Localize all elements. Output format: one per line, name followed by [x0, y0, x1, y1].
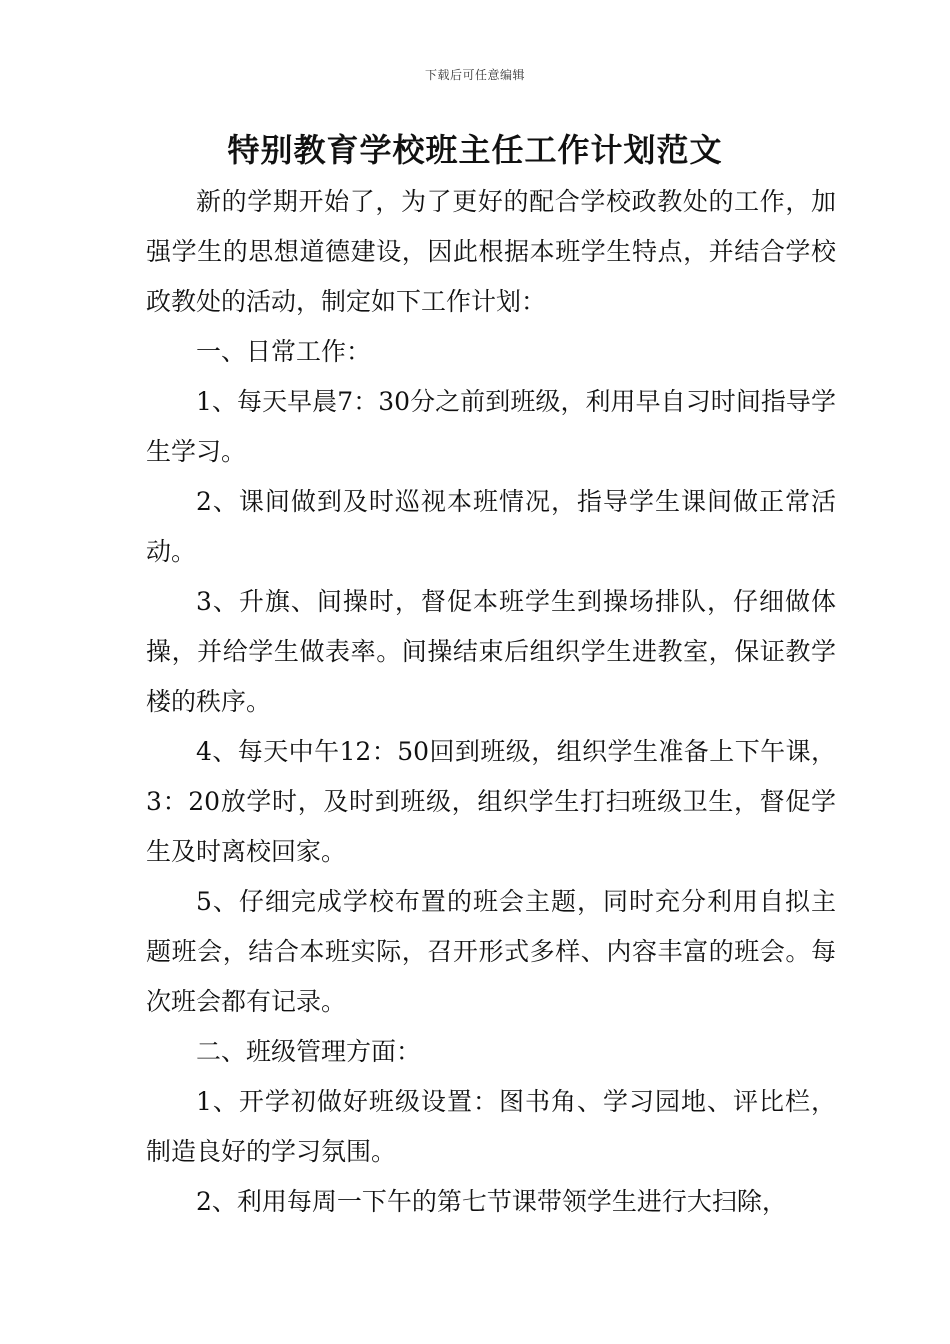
paragraph-item: 1、开学初做好班级设置：图书角、学习园地、评比栏，制造良好的学习氛围。: [146, 1087, 836, 1166]
section-heading-daily-work: 一、日常工作：: [196, 337, 372, 366]
paragraph-item: 5、仔细完成学校布置的班会主题，同时充分利用自拟主题班会，结合本班实际，召开形式多样、内容丰富的班会。每次班会都有记录。: [146, 887, 836, 1016]
paragraph-intro: 新的学期开始了，为了更好的配合学校政教处的工作，加强学生的思想道德建设，因此根据本班学生特点，并结合学校政教处的活动，制定如下工作计划：: [146, 187, 836, 316]
section-heading-class-management: 二、班级管理方面：: [196, 1037, 422, 1066]
paragraph-item: 3、升旗、间操时，督促本班学生到操场排队，仔细做体操，并给学生做表率。间操结束后组织学生进教室，保证教学楼的秩序。: [146, 587, 836, 716]
paragraph-item: 2、利用每周一下午的第七节课带领学生进行大扫除，: [196, 1187, 787, 1216]
paragraph-item: 1、每天早晨7：30分之前到班级，利用早自习时间指导学生学习。: [146, 387, 836, 466]
paragraph-item: 4、每天中午12：50回到班级，组织学生准备上下午课，3：20放学时，及时到班级，组织学生打扫班级卫生，督促学生及时离校回家。: [146, 737, 836, 866]
document-title: 特别教育学校班主任工作计划范文: [227, 131, 723, 169]
document-body: [146, 177, 836, 1227]
paragraph-item: 2、课间做到及时巡视本班情况，指导学生课间做正常活动。: [146, 487, 836, 566]
header-note: 下载后可任意编辑: [424, 68, 525, 82]
